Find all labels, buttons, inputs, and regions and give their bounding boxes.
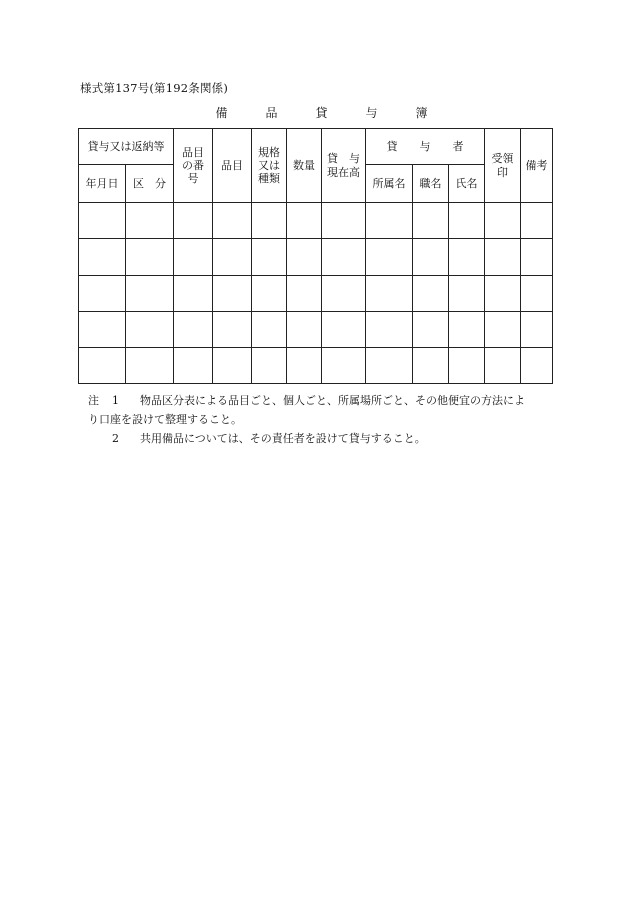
table-cell bbox=[521, 347, 553, 383]
table-cell bbox=[322, 239, 366, 275]
table-cell bbox=[322, 311, 366, 347]
table-cell bbox=[413, 311, 449, 347]
table-cell bbox=[449, 239, 485, 275]
table-cell bbox=[366, 203, 413, 239]
header-spec-text: 規格又は種類 bbox=[258, 145, 280, 186]
table-row bbox=[79, 311, 553, 347]
note-item bbox=[88, 391, 558, 410]
table-cell bbox=[287, 203, 322, 239]
loan-ledger-table bbox=[78, 128, 553, 384]
table-cell bbox=[213, 347, 252, 383]
table-cell bbox=[174, 275, 213, 311]
table-cell bbox=[252, 347, 287, 383]
table-cell bbox=[322, 203, 366, 239]
header-item-number-text: 品目の番 号 bbox=[182, 145, 204, 186]
header-category: 区 分 bbox=[126, 165, 174, 203]
table-cell bbox=[366, 275, 413, 311]
table-cell bbox=[213, 239, 252, 275]
table-cell bbox=[287, 239, 322, 275]
table-cell bbox=[287, 311, 322, 347]
document-title: 備 品 貸 与 簿 bbox=[215, 106, 441, 120]
form-number: 様式第137号(第192条関係) bbox=[80, 81, 229, 95]
table-cell bbox=[413, 239, 449, 275]
table-cell bbox=[174, 347, 213, 383]
table-cell bbox=[126, 347, 174, 383]
header-spec bbox=[252, 129, 287, 203]
table-cell bbox=[413, 347, 449, 383]
table-cell bbox=[174, 239, 213, 275]
table-cell bbox=[126, 239, 174, 275]
note-label-spacer bbox=[88, 429, 112, 448]
header-item: 品目 bbox=[213, 129, 252, 203]
table-cell bbox=[79, 275, 126, 311]
header-name: 氏名 bbox=[449, 165, 485, 203]
table-cell bbox=[252, 239, 287, 275]
table-cell bbox=[322, 275, 366, 311]
table-cell bbox=[485, 311, 521, 347]
table-cell bbox=[521, 239, 553, 275]
table-cell bbox=[79, 203, 126, 239]
table-row bbox=[79, 203, 553, 239]
table-cell bbox=[213, 203, 252, 239]
table-cell bbox=[449, 311, 485, 347]
table-cell bbox=[449, 347, 485, 383]
table-cell bbox=[413, 275, 449, 311]
table-cell bbox=[413, 203, 449, 239]
table-cell bbox=[126, 311, 174, 347]
notes-section bbox=[88, 391, 558, 448]
header-item-number bbox=[174, 129, 213, 203]
note-number: 2 bbox=[112, 432, 119, 445]
header-receipt-seal bbox=[485, 129, 521, 203]
table-cell bbox=[174, 203, 213, 239]
header-loan-return: 貸与又は返納等 bbox=[79, 129, 174, 165]
table-cell bbox=[449, 275, 485, 311]
table-cell bbox=[485, 239, 521, 275]
note-text: 物品区分表による品目ごと、個人ごと、所属場所ごと、その他便宜の方法によ bbox=[140, 394, 525, 407]
table-cell bbox=[287, 347, 322, 383]
table-row bbox=[79, 275, 553, 311]
table-cell bbox=[521, 203, 553, 239]
table-cell bbox=[252, 275, 287, 311]
table-cell bbox=[79, 239, 126, 275]
table-row bbox=[79, 347, 553, 383]
header-current-loan bbox=[322, 129, 366, 203]
header-date: 年月日 bbox=[79, 165, 126, 203]
table-cell bbox=[213, 275, 252, 311]
header-department: 所属名 bbox=[366, 165, 413, 203]
table-cell bbox=[485, 347, 521, 383]
table-cell bbox=[485, 275, 521, 311]
table-cell bbox=[126, 203, 174, 239]
table-cell bbox=[366, 347, 413, 383]
table-cell bbox=[366, 311, 413, 347]
table-cell bbox=[126, 275, 174, 311]
header-current-loan-text: 貸 与現在高 bbox=[327, 152, 360, 179]
table-cell bbox=[521, 311, 553, 347]
table-cell bbox=[322, 347, 366, 383]
note-text: 共用備品については、その責任者を設けて貸与すること。 bbox=[140, 432, 426, 445]
table-cell bbox=[449, 203, 485, 239]
table-cell bbox=[521, 275, 553, 311]
header-remarks: 備考 bbox=[521, 129, 553, 203]
note-number: 1 bbox=[112, 394, 119, 407]
table-cell bbox=[79, 311, 126, 347]
table-cell bbox=[79, 347, 126, 383]
note-label: 注 bbox=[88, 394, 99, 407]
note-text-continued: り口座を設けて整理すること。 bbox=[88, 413, 242, 426]
header-position: 職名 bbox=[413, 165, 449, 203]
header-quantity: 数量 bbox=[287, 129, 322, 203]
table-cell bbox=[366, 239, 413, 275]
note-item bbox=[88, 429, 558, 448]
table-cell bbox=[287, 275, 322, 311]
table-cell bbox=[252, 311, 287, 347]
table-cell bbox=[174, 311, 213, 347]
table-row bbox=[79, 239, 553, 275]
table-cell bbox=[252, 203, 287, 239]
header-receipt-seal-text: 受領印 bbox=[491, 152, 514, 179]
table-cell bbox=[485, 203, 521, 239]
header-borrower: 貸 与 者 bbox=[366, 129, 485, 165]
table-cell bbox=[213, 311, 252, 347]
